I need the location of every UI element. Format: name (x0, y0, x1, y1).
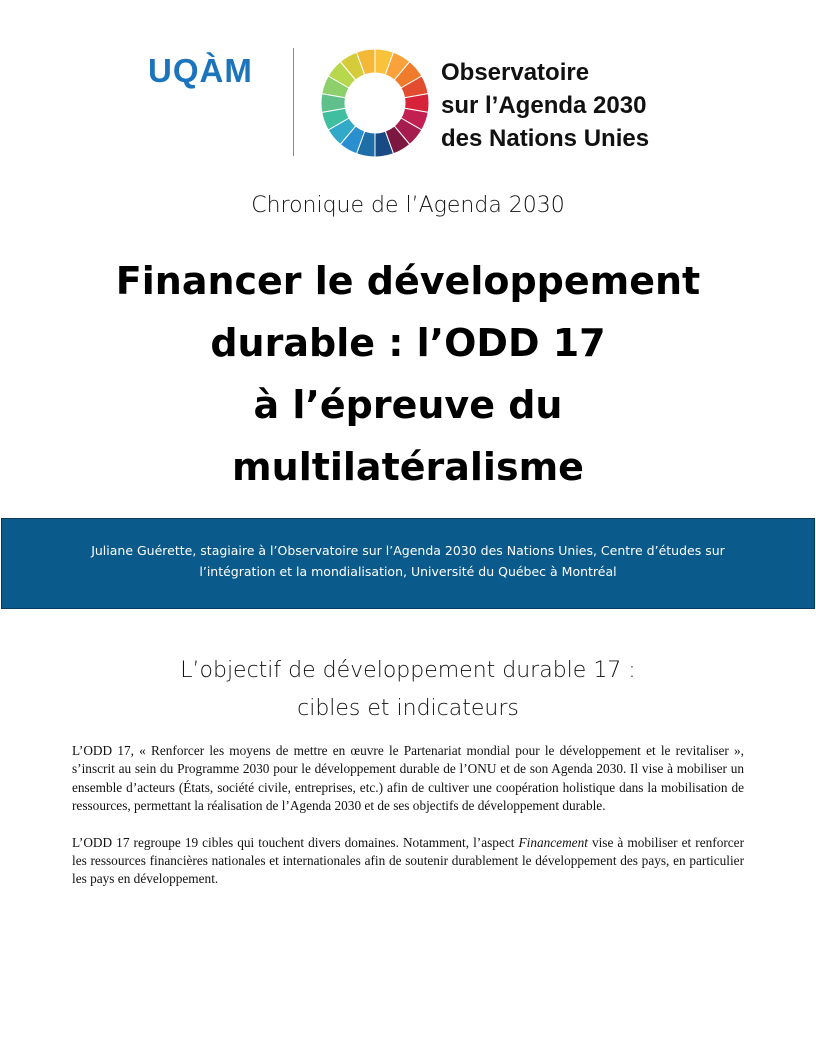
header-divider (293, 48, 294, 156)
body-text (72, 742, 744, 907)
paragraph-2-start: L’ODD 17 regroupe 19 cibles qui touchent divers domaines. Notamment, l’aspect (72, 834, 519, 850)
paragraph-1: L’ODD 17, « Renforcer les moyens de mettre en œuvre le Partenariat mondial pour le développement et le revitaliser », s’inscrit au sein du Programme 2030 pour le développement durable de l’ONU et de son Agenda 2030. Il vise à mobiliser un ensemble d’acteurs (États, société civile, entreprises, etc.) afin de cultiver une coopération holistique dans la mobilisation de ressources, permettant la réalisation de l’Agenda 2030 et de ses objectifs de développement durable. (72, 743, 744, 814)
title-line-3: à l’épreuve du (253, 383, 563, 427)
author-line-2: l’intégration et la mondialisation, Université du Québec à Montréal (199, 564, 617, 579)
paragraph-2-emphasis: Financement (518, 834, 588, 850)
paragraph-2 (72, 834, 744, 889)
title-line-1: Financer le développement (115, 259, 701, 303)
observatory-name-line-2: sur l’Agenda 2030 (441, 92, 647, 119)
observatory-name-line-3: des Nations Unies (441, 125, 650, 152)
series-label: Chronique de l’Agenda 2030 (251, 193, 565, 218)
title-line-4: multilatéralisme (232, 445, 584, 489)
uqam-logo: UQÀM (148, 52, 253, 89)
section-heading-line-2: cibles et indicateurs (297, 696, 519, 721)
author-banner (1, 518, 815, 609)
section-heading-line-1: L’objectif de développement durable 17 : (180, 658, 636, 683)
observatory-name-line-1: Observatoire (441, 59, 590, 86)
document-title (40, 250, 776, 498)
author-info (22, 540, 794, 582)
paragraph-2-end: vise à mobiliser et renforcer les ressources financières nationales et internationales afin de soutenir durablement le développement des pays, en particulier les pays en développement. (72, 834, 744, 887)
author-line-1: Juliane Guérette, stagiaire à l’Observatoire sur l’Agenda 2030 des Nations Unies, Centre d’études sur (91, 543, 725, 558)
title-line-2: durable : l’ODD 17 (210, 321, 606, 365)
page-header (0, 0, 816, 170)
observatory-name (441, 56, 649, 155)
sdg-wheel-logo (320, 48, 430, 158)
section-heading (0, 652, 816, 728)
